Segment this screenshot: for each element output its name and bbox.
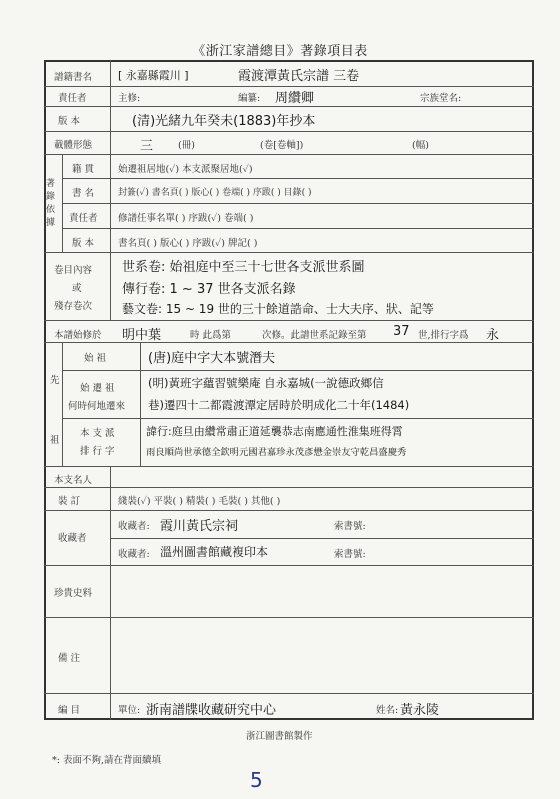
row-divider <box>44 466 534 467</box>
column-divider <box>110 466 111 720</box>
footnote: *: 表面不夠,請在背面續填 <box>52 755 161 766</box>
call-number-label: 索書號: <box>334 549 366 560</box>
binding-text: 綫裝(✓) 平裝( ) 精裝( ) 毛裝( ) 其他( ) <box>118 496 281 507</box>
contents-line: 藝文卷: 15 ~ 19 世的三十餘道誥命、士大夫序、狀、記等 <box>122 302 434 316</box>
carrier-label: 載體形態 <box>54 140 93 151</box>
row-divider <box>44 693 534 694</box>
zerenzhe-label: 責任者 <box>69 213 98 224</box>
branch-label: 本 支 派 <box>80 428 115 439</box>
basis-label: 著錄依據 <box>46 179 56 228</box>
revisions-rank: 世,排行字爲 <box>418 330 469 341</box>
row-divider <box>44 617 534 618</box>
editor-label: 編纂: <box>238 93 261 104</box>
revisions-first-date: 明中葉 <box>122 328 162 343</box>
ancestor-group-label: 先 <box>50 375 60 386</box>
row-divider <box>44 106 534 107</box>
jiguan-text: 始遷祖居地(✓) 本支派聚居地(✓) <box>118 164 253 175</box>
revisions-prefix: 本譜始修於 <box>54 330 102 341</box>
unit-value: 浙南譜牒收藏研究中心 <box>146 703 277 718</box>
column-divider <box>140 342 141 466</box>
row-divider <box>62 228 534 229</box>
row-divider <box>62 418 534 419</box>
contents-label-or: 或 <box>72 283 82 294</box>
column-divider <box>110 252 111 320</box>
row-divider <box>44 510 534 511</box>
compiler-label: 編 目 <box>58 705 81 716</box>
notes-label: 備 注 <box>58 653 81 664</box>
row-divider <box>62 203 534 204</box>
page-number: 5 <box>250 768 263 792</box>
branch-value: 雨良順尚世承德全欽明元國君嘉珍永茂彥懋金崇友守乾昌盛慶秀 <box>146 447 407 458</box>
column-divider <box>62 154 63 252</box>
chief-editor-label: 主修: <box>118 93 141 104</box>
call-number-label: 索書號: <box>334 521 366 532</box>
banben-text: 書名頁( ) 版心( ) 序跋(✓) 牌記( ) <box>118 238 258 249</box>
shuming-label: 書 名 <box>72 188 95 199</box>
row-divider <box>44 131 534 132</box>
revisions-middle: 時 此爲第 <box>190 330 232 341</box>
form-title: 《浙江家譜總目》著錄項目表 <box>192 44 368 59</box>
row-divider <box>44 342 534 343</box>
row-divider <box>110 538 534 539</box>
revisions-rank-char: 永 <box>486 328 500 343</box>
revisions-generation: 37 <box>393 324 410 339</box>
contents-line: 世系卷: 始祖庭中至三十七世各支派世系圖 <box>122 260 365 275</box>
contents-label: 卷目內容 <box>54 265 93 276</box>
column-divider <box>110 60 111 154</box>
row-divider <box>62 370 534 371</box>
book-title-label: 譜籍書名 <box>54 72 93 83</box>
hall-label: 宗族堂名: <box>420 93 462 104</box>
revisions-record: 次修。此譜世系記錄至第 <box>262 330 367 341</box>
rare-label: 珍貴史料 <box>54 588 93 599</box>
migrate-value: (明)黃班字蘊習號樂庵 自永嘉城(一說德政鄉信 <box>148 376 384 390</box>
carrier-fu: (幅) <box>412 140 429 151</box>
ancestor-group-label-2: 祖 <box>50 435 60 446</box>
migrate-value: 巷)遷四十二都霞渡潭定居時於明成化二十年(1484) <box>148 398 410 412</box>
book-title-value: 霞渡潭黃氏宗譜 三卷 <box>238 69 360 84</box>
banben-label: 版 本 <box>72 238 95 249</box>
celebrity-label: 本支名人 <box>54 475 93 486</box>
column-divider <box>110 154 111 252</box>
holding-label: 收藏者 <box>58 533 87 544</box>
carrier-juan: (卷[卷軸]) <box>260 140 304 151</box>
zerenzhe-text: 修譜任事名單( ) 序跋(✓) 卷端( ) <box>118 213 254 224</box>
row-divider <box>44 252 534 253</box>
carrier-volumes: 三 <box>140 139 154 154</box>
shuming-text: 封簽(✓) 書名頁( ) 版心( ) 卷端( ) 序跋( ) 目錄( ) <box>118 188 312 198</box>
branch-label-2: 排 行 字 <box>80 446 115 457</box>
edition-value: (清)光緒九年癸未(1883)年抄本 <box>132 114 316 129</box>
row-divider <box>62 178 534 179</box>
name-value: 黃永陵 <box>400 703 440 718</box>
carrier-volume-unit: (冊) <box>178 140 195 151</box>
column-divider <box>62 342 63 466</box>
editor-value: 周纘卿 <box>275 91 315 106</box>
jiguan-label: 籍 貫 <box>72 164 95 175</box>
holder-label: 收藏者: <box>118 521 150 532</box>
row-divider <box>44 487 534 488</box>
migrate-label: 始 遷 祖 <box>80 383 115 394</box>
responsible-label: 責任者 <box>58 93 87 104</box>
holder-value: 霞川黃氏宗祠 <box>160 519 239 534</box>
book-title-bracket: [ 永嘉縣霞川 ] <box>118 69 189 82</box>
row-divider <box>44 320 534 321</box>
contents-line: 傳行卷: 1 ~ 37 世各支派名錄 <box>122 282 296 297</box>
maker-note: 浙江圖書館製作 <box>246 731 313 742</box>
name-label: 姓名: <box>376 705 399 716</box>
branch-value: 諱行:庭旦由纘常肅正道延襲恭志南應通性淮集班得霄 <box>146 425 403 438</box>
unit-label: 單位: <box>118 705 141 716</box>
holder-value: 溫州圖書館藏複印本 <box>160 545 269 559</box>
shizu-label: 始 祖 <box>84 353 107 364</box>
holder-label: 收藏者: <box>118 549 150 560</box>
edition-label: 版 本 <box>58 116 81 127</box>
migrate-label-2: 何時何地遷來 <box>68 401 126 412</box>
binding-label: 裝 訂 <box>58 496 81 507</box>
contents-label-remaining: 殘存卷次 <box>54 301 93 312</box>
shizu-value: (唐)庭中字大本號潛夫 <box>148 351 276 366</box>
row-divider <box>44 565 534 566</box>
row-divider <box>44 154 534 155</box>
